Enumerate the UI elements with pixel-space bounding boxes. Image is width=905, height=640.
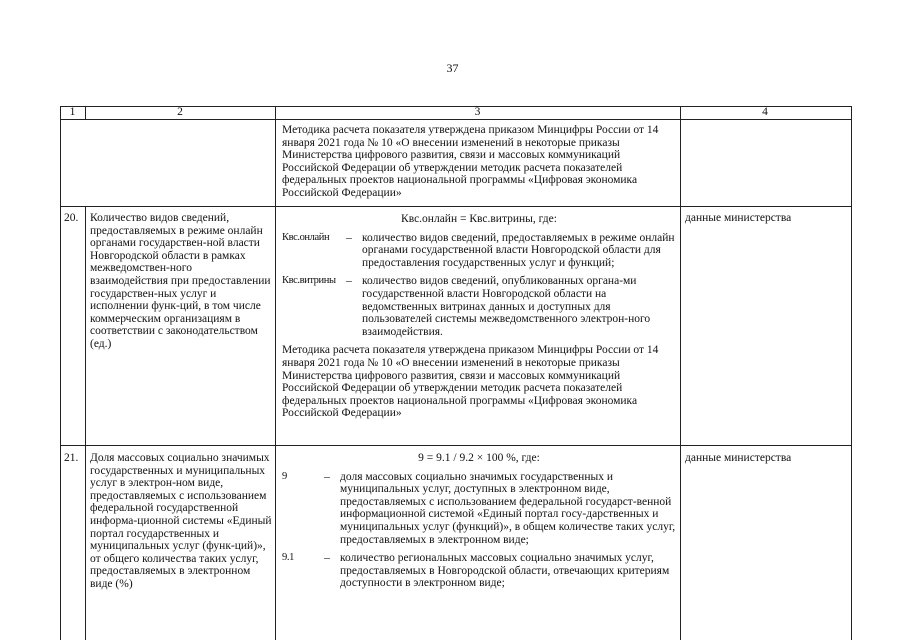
formula: 9 = 9.1 / 9.2 × 100 %, где: xyxy=(418,452,540,464)
definition-text: количество видов сведений, опубликованных органа-ми государственной власти Новгородской области на ведомственных витринах данных и доступных для пользователей системы межведомственного электрон-ного взаимодействия. xyxy=(362,275,651,338)
definition-term: 9 xyxy=(282,470,287,482)
definition-term: Квс.витрины xyxy=(282,275,336,287)
header-cell-3: 3 xyxy=(474,106,481,118)
header-cell-2: 2 xyxy=(177,106,183,118)
definition-dash: – xyxy=(346,231,352,244)
column-divider xyxy=(275,106,276,640)
definition-row xyxy=(282,232,676,270)
header-cell-4: 4 xyxy=(762,106,768,118)
definition-dash: – xyxy=(346,275,352,288)
definition-term: Квс.онлайн xyxy=(282,231,330,243)
definition-term: 9.1 xyxy=(282,552,294,564)
row-number: 20. xyxy=(64,212,79,224)
column-divider xyxy=(85,206,86,640)
row-divider xyxy=(60,445,851,446)
definition-text: количество видов сведений, предоставляемых в режиме онлайн органами государственной власти Новгородской области для предоставления государственных услуг и функций; xyxy=(362,231,675,269)
definition-text: количество региональных массовых социально значимых услуг, предоставляемых в Новгородской области, отвечающих критериям доступности в электронном виде; xyxy=(340,552,670,590)
data-source: данные министерства xyxy=(685,212,792,224)
data-source: данные министерства xyxy=(685,452,792,464)
method-text: Методика расчета показателя утверждена приказом Минцифры России от 14 января 2021 года № 10 «О внесении изменений в некоторые приказы Министерства цифрового развития, связи и массовых коммуникаций Российской Федерации об утверждении методик расчета показателей федеральных проектов национальной программы «Цифровая экономика Российской Федерации» xyxy=(282,344,659,420)
method-text: Методика расчета показателя утверждена приказом Минцифры России от 14 января 2021 года № 10 «О внесении изменений в некоторые приказы Министерства цифрового развития, связи и массовых коммуникаций Российской Федерации об утверждении методик расчета показателей федеральных проектов национальной программы «Цифровая экономика Российской Федерации» xyxy=(282,124,659,199)
header-cell-1: 1 xyxy=(69,106,76,118)
formula: Квс.онлайн = Квс.витрины, где: xyxy=(401,213,557,225)
definition-row xyxy=(282,552,676,590)
definition-row xyxy=(282,275,676,338)
row-number: 21. xyxy=(64,452,79,464)
indicator-name: Доля массовых социально значимых государственных и муниципальных услуг в электрон-ном виде, предоставляемых с использованием федеральной государственной информа-ционной системы «Единый портал государственных и муниципальных услуг (функ-ций)», от общего количества таких услуг, предоставляемых в электронном виде (%) xyxy=(90,452,272,590)
definition-row xyxy=(282,471,676,547)
method-cell xyxy=(282,213,676,426)
definition-dash: – xyxy=(324,552,330,565)
indicator-name: Количество видов сведений, предоставляемых в режиме онлайн органами государствен-ной власти Новгородской области в рамках межведомствен-ного взаимодействия при предоставлении государствен-ных услуг и исполнении функ-ций, в том числе коммерческим организациям в соответствии с законодательством (ед.) xyxy=(90,212,271,350)
column-divider xyxy=(680,106,681,640)
header-bottom-border xyxy=(60,119,851,120)
row-divider xyxy=(60,206,851,207)
definition-text: доля массовых социально значимых государственных и муниципальных услуг, доступных в электронном виде, предоставляемых с использованием федеральной государст-венной информационной системой «Единый портал госу-дарственных и муниципальных услуг (функций)», в общем количестве таких услуг, предоставляемых в электронном виде; xyxy=(340,470,676,546)
definition-dash: – xyxy=(324,470,330,483)
method-cell xyxy=(282,452,676,596)
table-row-continuation xyxy=(282,124,676,206)
page-number: 37 xyxy=(446,61,459,75)
